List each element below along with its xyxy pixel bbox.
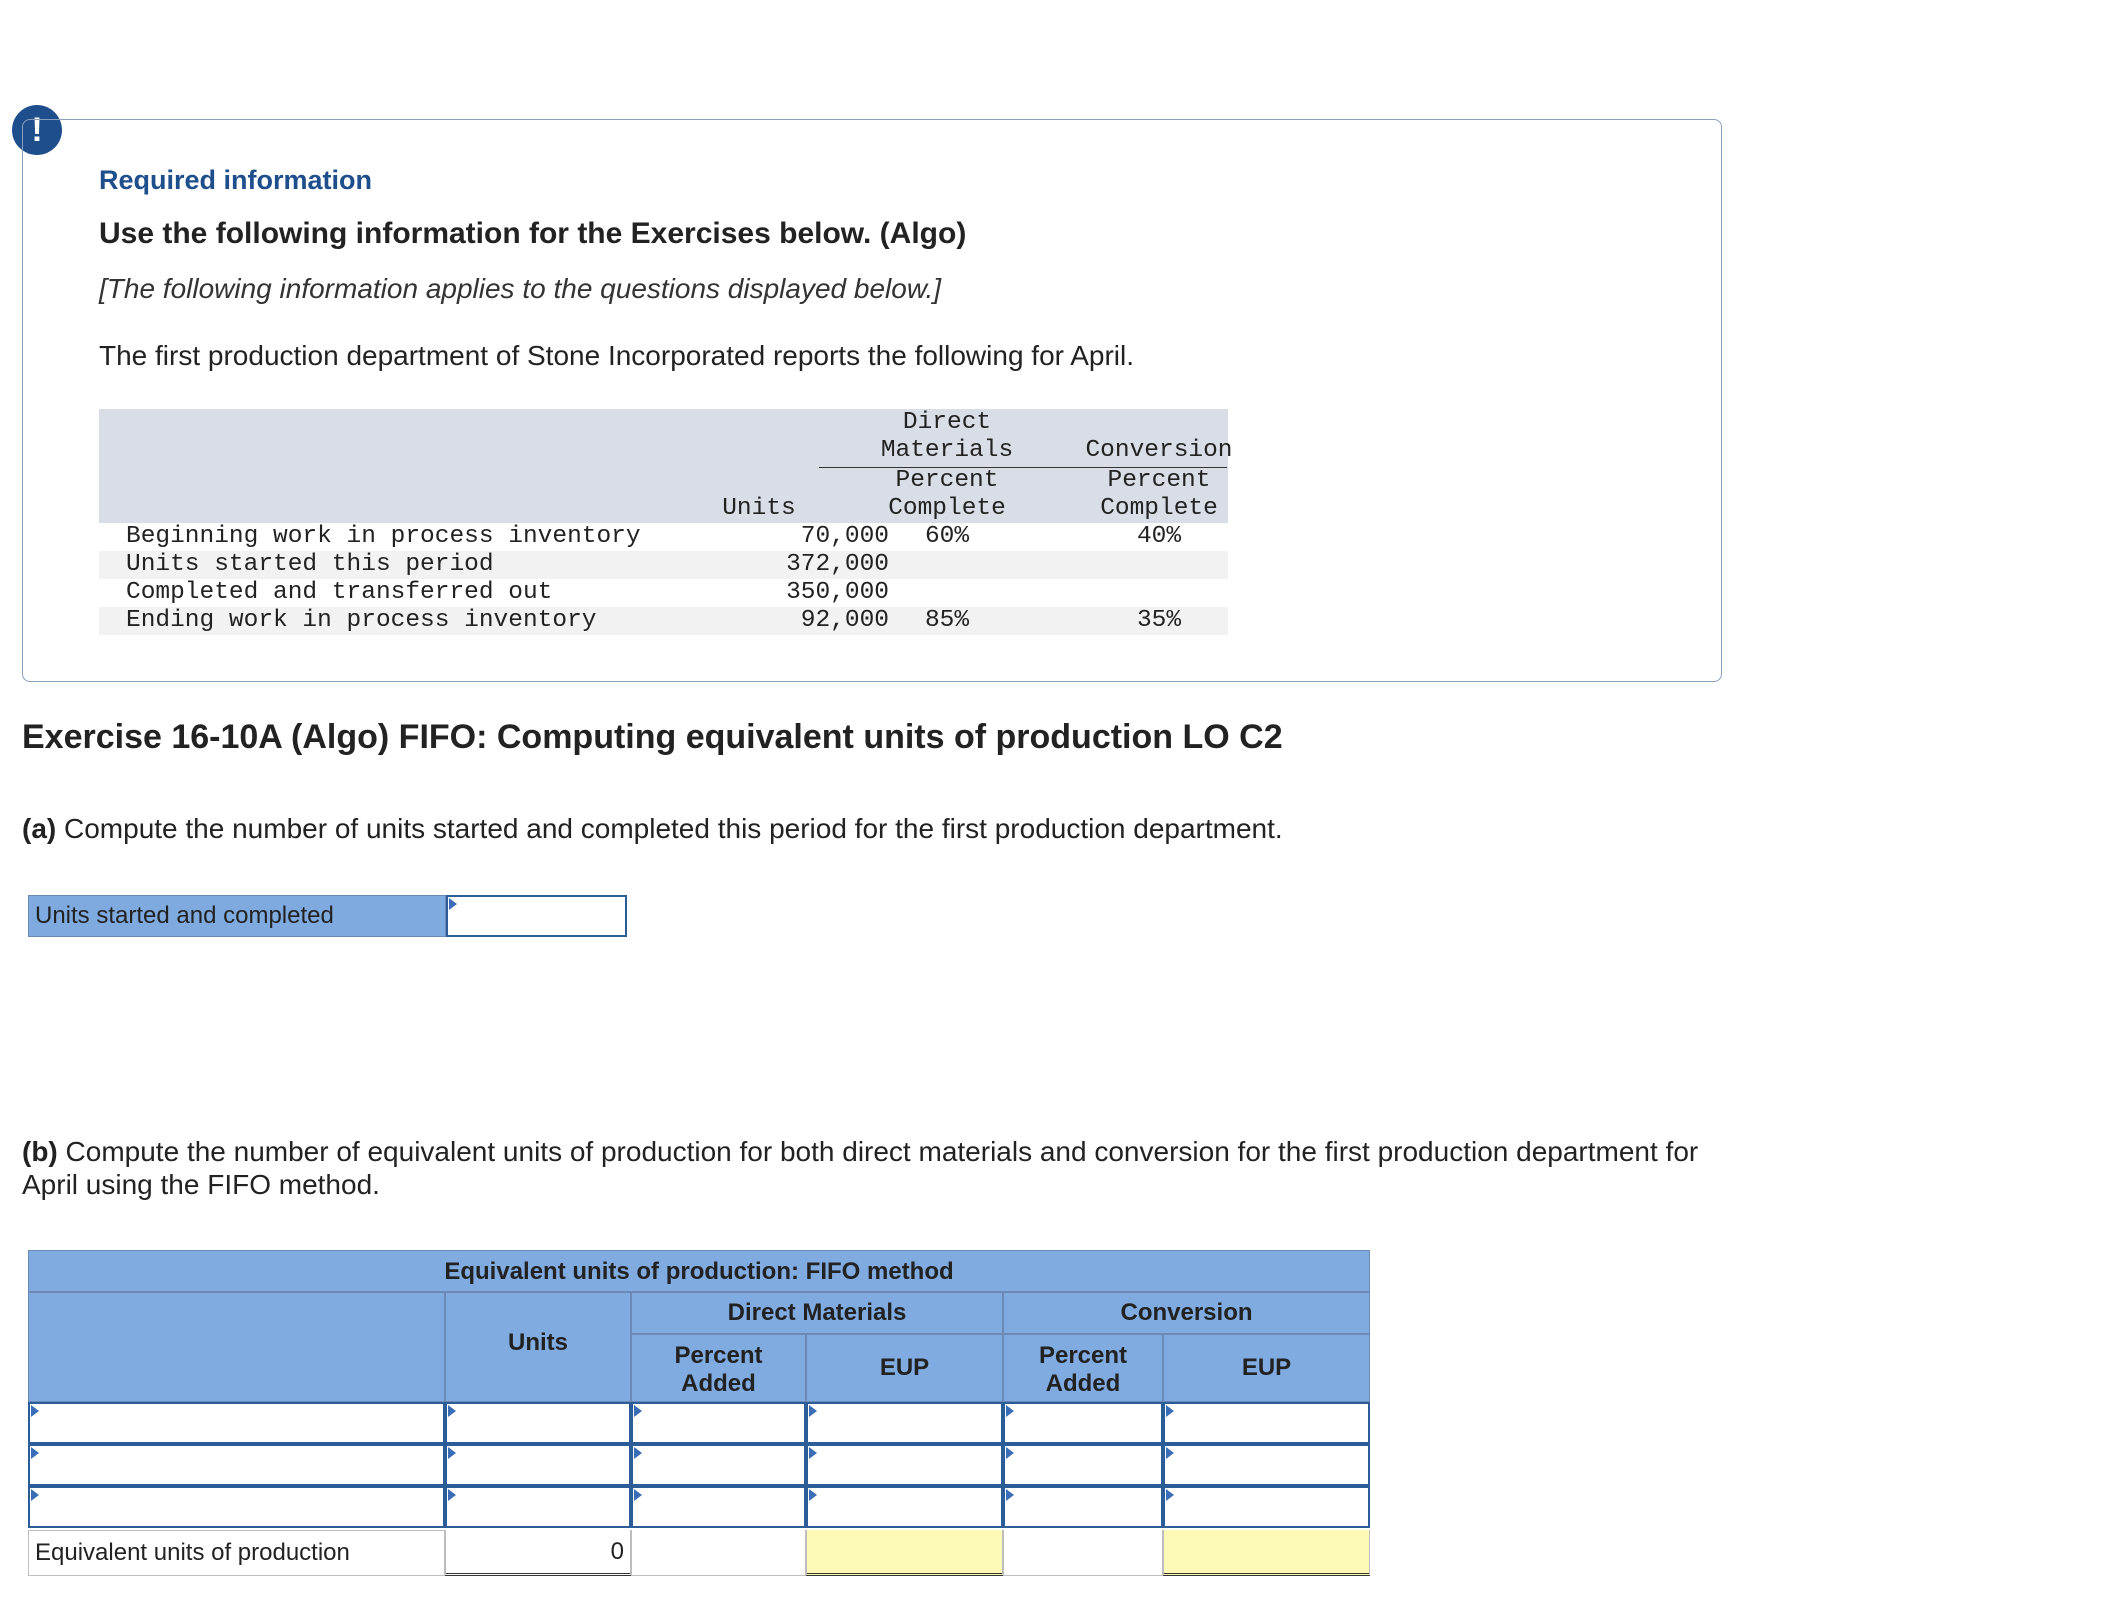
eup-table-title: Equivalent units of production: FIFO method — [28, 1250, 1370, 1292]
row-conv-percent: 40% — [1136, 523, 1182, 550]
row-conv-percent: 35% — [1136, 607, 1182, 634]
part-b-prompt — [22, 1135, 1742, 1201]
part-b-label: (b) — [22, 1136, 58, 1167]
conv-header-line3: Complete — [1100, 495, 1218, 522]
row-units: 92,000 — [800, 607, 889, 634]
added-text: Added — [681, 1370, 756, 1397]
conv-header-line1: Conversion — [1085, 437, 1233, 464]
eup-conv-header: Conversion — [1003, 1292, 1370, 1334]
units-started-completed-input[interactable] — [446, 895, 627, 937]
eup-dm-header: Direct Materials — [631, 1292, 1003, 1334]
dm-header-line3: Percent — [895, 467, 999, 494]
eup-dm-percent-added-header — [631, 1334, 806, 1402]
row-units: 70,000 — [800, 523, 889, 550]
eup-row2-conv-percent-input[interactable] — [1003, 1444, 1163, 1486]
eup-row3-conv-eup-input[interactable] — [1163, 1486, 1370, 1528]
eup-row1-conv-percent-input[interactable] — [1003, 1402, 1163, 1444]
eup-row3-dm-eup-input[interactable] — [806, 1486, 1003, 1528]
row-label: Completed and transferred out — [126, 579, 553, 606]
added-text: Added — [1045, 1370, 1121, 1397]
eup-units-header: Units — [445, 1292, 631, 1402]
eup-total-dm-eup — [806, 1530, 1003, 1576]
eup-total-label: Equivalent units of production — [28, 1530, 445, 1576]
eup-row2-dm-percent-input[interactable] — [631, 1444, 806, 1486]
eup-total-dm-percent-blank — [631, 1530, 806, 1576]
dm-header-line2: Materials — [880, 437, 1014, 464]
eup-total-conv-eup — [1163, 1530, 1370, 1576]
dm-header-line1: Direct — [902, 409, 992, 436]
eup-row3-label-input[interactable] — [28, 1486, 445, 1528]
eup-conv-eup-header: EUP — [1163, 1334, 1370, 1402]
eup-row1-dm-percent-input[interactable] — [631, 1402, 806, 1444]
eup-row3-units-input[interactable] — [445, 1486, 631, 1528]
row-units: 372,000 — [786, 551, 889, 578]
eup-row2-dm-eup-input[interactable] — [806, 1444, 1003, 1486]
units-started-completed-label: Units started and completed — [28, 895, 446, 937]
intro-text: The first production department of Stone Incorporated reports the following for April. — [99, 340, 1135, 371]
dm-header-line4: Complete — [888, 495, 1006, 522]
conv-header-line2: Percent — [1107, 467, 1211, 494]
part-a-prompt — [22, 813, 1283, 845]
eup-row1-units-input[interactable] — [445, 1402, 631, 1444]
use-following-heading: Use the following information for the Exercises below. (Algo) — [99, 217, 967, 250]
alert-icon: ! — [12, 105, 62, 155]
row-dm-percent: 85% — [924, 607, 970, 634]
eup-row3-dm-percent-input[interactable] — [631, 1486, 806, 1528]
row-label: Ending work in process inventory — [126, 607, 597, 634]
row-label: Beginning work in process inventory — [126, 523, 641, 550]
part-a-text: Compute the number of units started and completed this period for the first production department. — [56, 813, 1283, 844]
row-units: 350,000 — [786, 579, 889, 606]
eup-row1-dm-eup-input[interactable] — [806, 1402, 1003, 1444]
part-b-text: Compute the number of equivalent units of production for both direct materials and conversion for the first production department for April using the FIFO method. — [22, 1136, 1699, 1200]
eup-header-blank — [28, 1292, 445, 1402]
eup-row2-units-input[interactable] — [445, 1444, 631, 1486]
eup-row2-label-input[interactable] — [28, 1444, 445, 1486]
eup-total-units: 0 — [445, 1530, 631, 1576]
row-label: Units started this period — [126, 551, 494, 578]
percent-text: Percent — [674, 1342, 763, 1369]
eup-total-conv-percent-blank — [1003, 1530, 1163, 1576]
eup-row3-conv-percent-input[interactable] — [1003, 1486, 1163, 1528]
eup-row1-conv-eup-input[interactable] — [1163, 1402, 1370, 1444]
applies-note: [The following information applies to the questions displayed below.] — [99, 273, 942, 304]
row-dm-percent: 60% — [924, 523, 970, 550]
eup-dm-eup-header: EUP — [806, 1334, 1003, 1402]
part-a-label: (a) — [22, 813, 57, 844]
eup-conv-percent-added-header — [1003, 1334, 1163, 1402]
eup-row1-label-input[interactable] — [28, 1402, 445, 1444]
eup-row2-conv-eup-input[interactable] — [1163, 1444, 1370, 1486]
units-header: Units — [722, 495, 796, 522]
percent-text: Percent — [1038, 1342, 1128, 1369]
required-information-title: Required information — [99, 165, 373, 195]
exercise-title: Exercise 16-10A (Algo) FIFO: Computing equivalent units of production LO C2 — [22, 718, 1283, 756]
